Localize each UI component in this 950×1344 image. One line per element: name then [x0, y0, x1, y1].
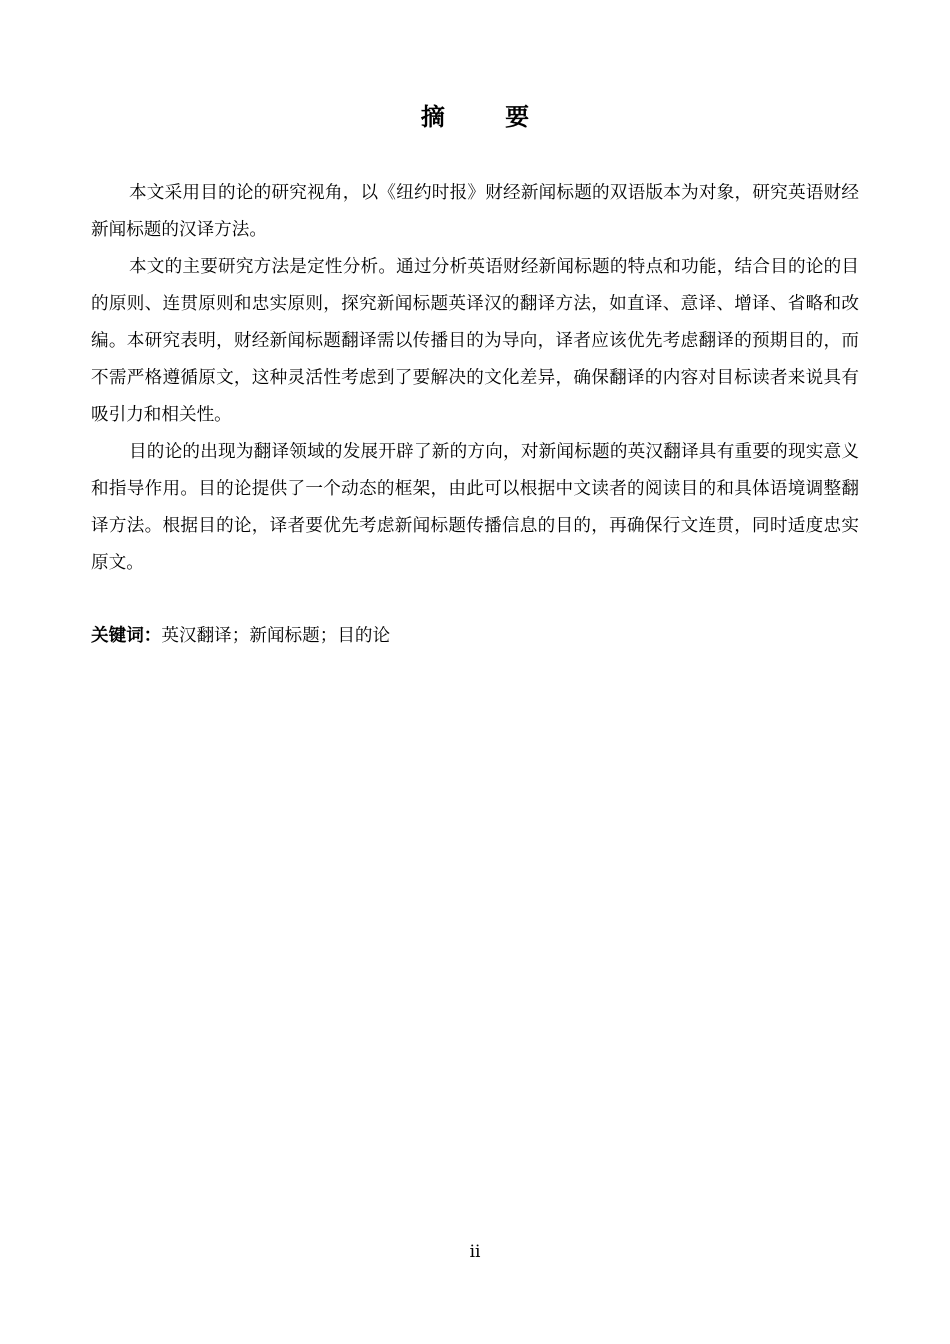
- keywords-label: 关键词：: [91, 625, 162, 646]
- abstract-paragraph-2: 本文的主要研究方法是定性分析。通过分析英语财经新闻标题的特点和功能，结合目的论的目的原则、连贯原则和忠实原则，探究新闻标题英译汉的翻译方法，如直译、意译、增译、省略和改编。本研究表明，财经新闻标题翻译需以传播目的为导向，译者应该优先考虑翻译的预期目的，而不需严格遵循原文，这种灵活性考虑到了要解决的文化差异，确保翻译的内容对目标读者来说具有吸引力和相关性。: [91, 257, 859, 425]
- abstract-paragraph-3: 目的论的出现为翻译领域的发展开辟了新的方向，对新闻标题的英汉翻译具有重要的现实意义和指导作用。目的论提供了一个动态的框架，由此可以根据中文读者的阅读目的和具体语境调整翻译方法。根据目的论，译者要优先考虑新闻标题传播信息的目的，再确保行文连贯，同时适度忠实原文。: [91, 442, 859, 573]
- abstract-body: [91, 175, 859, 582]
- keywords-line: [91, 617, 859, 655]
- page-number: ii: [469, 1242, 481, 1262]
- keywords-value: 英汉翻译；新闻标题；目的论: [161, 626, 391, 646]
- abstract-title: 摘 要: [420, 102, 556, 131]
- abstract-paragraph-1: 本文采用目的论的研究视角，以《纽约时报》财经新闻标题的双语版本为对象，研究英语财经新闻标题的汉译方法。: [91, 183, 859, 240]
